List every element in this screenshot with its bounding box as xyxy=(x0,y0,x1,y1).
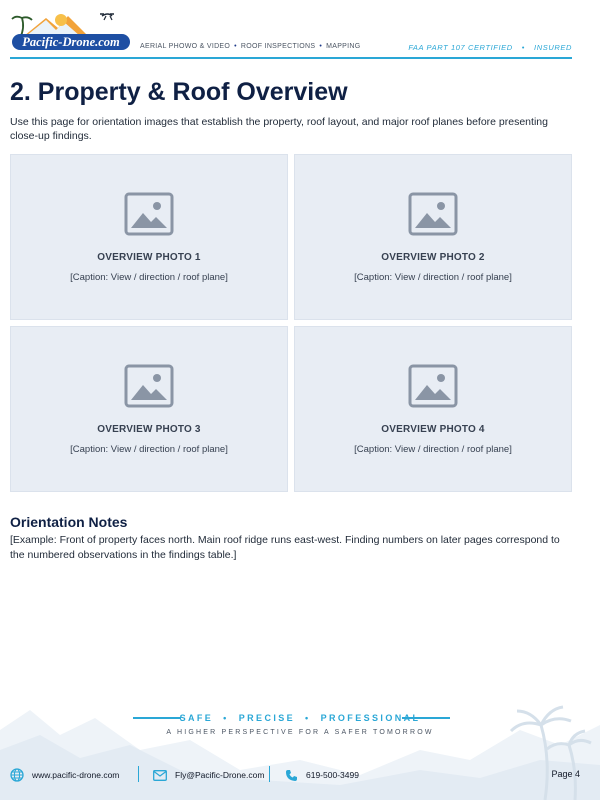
page-footer xyxy=(10,766,580,784)
page-number: Page 4 xyxy=(551,769,580,779)
logo-text: Pacific-Drone.com xyxy=(22,35,120,49)
slogan-professional: PROFESSIONAL xyxy=(320,713,421,723)
photo-title: OVERVIEW PHOTO 3 xyxy=(97,424,201,435)
image-placeholder-icon xyxy=(408,364,458,408)
photo-caption: [Caption: View / direction / roof plane] xyxy=(70,272,228,283)
slogan-precise: PRECISE xyxy=(238,713,296,723)
website-link[interactable] xyxy=(10,766,119,784)
image-placeholder-icon xyxy=(124,192,174,236)
service-aerial: AERIAL PHOWO & VIDEO xyxy=(140,43,231,50)
page-header xyxy=(0,0,600,62)
slogan-safe: SAFE xyxy=(179,713,214,723)
orientation-notes-heading: Orientation Notes xyxy=(10,514,128,530)
footer-slogan: SAFE • PRECISE • PROFESSIONAL xyxy=(179,713,421,723)
photo-title: OVERVIEW PHOTO 4 xyxy=(381,424,485,435)
photo-caption: [Caption: View / direction / roof plane] xyxy=(354,444,512,455)
overview-photo-1[interactable] xyxy=(10,154,288,320)
photo-title: OVERVIEW PHOTO 1 xyxy=(97,252,201,263)
overview-photo-grid xyxy=(10,154,572,493)
footer-separator xyxy=(269,766,270,782)
overview-photo-4[interactable] xyxy=(294,326,572,492)
globe-icon xyxy=(10,768,24,782)
services-tagline: AERIAL PHOWO & VIDEO • ROOF INSPECTIONS • MAPPING xyxy=(140,43,361,50)
image-placeholder-icon xyxy=(124,364,174,408)
service-mapping: MAPPING xyxy=(326,43,361,50)
pacific-drone-logo xyxy=(6,6,134,58)
mail-icon xyxy=(153,770,167,781)
photo-caption: [Caption: View / direction / roof plane] xyxy=(354,272,512,283)
overview-photo-3[interactable] xyxy=(10,326,288,492)
image-placeholder-icon xyxy=(408,192,458,236)
footer-separator xyxy=(138,766,139,782)
cert-faa: FAA PART 107 CERTIFIED xyxy=(408,43,513,52)
overview-photo-2[interactable] xyxy=(294,154,572,320)
photo-caption: [Caption: View / direction / roof plane] xyxy=(70,444,228,455)
header-divider xyxy=(10,57,572,59)
email-link[interactable] xyxy=(153,766,264,784)
phone-link[interactable] xyxy=(285,766,359,784)
website-text: www.pacific-drone.com xyxy=(32,770,120,780)
email-text: Fly@Pacific-Drone.com xyxy=(175,770,265,780)
photo-title: OVERVIEW PHOTO 2 xyxy=(381,252,485,263)
certifications: FAA PART 107 CERTIFIED • INSURED xyxy=(408,43,572,52)
page-title: 2. Property & Roof Overview xyxy=(10,78,348,106)
cert-insured: INSURED xyxy=(534,43,572,52)
service-roof: ROOF INSPECTIONS xyxy=(240,43,316,50)
phone-text: 619-500-3499 xyxy=(306,770,359,780)
orientation-notes-body: [Example: Front of property faces north. Main roof ridge runs east-west. Finding numbers on later pages correspond to the numbered observations in the findings table.] xyxy=(10,534,560,561)
phone-icon xyxy=(285,769,298,782)
footer-subslogan: A HIGHER PERSPECTIVE FOR A SAFER TOMORROW xyxy=(166,729,434,736)
intro-text: Use this page for orientation images that establish the property, roof layout, and major roof planes before presenting close-up findings. xyxy=(10,116,548,142)
